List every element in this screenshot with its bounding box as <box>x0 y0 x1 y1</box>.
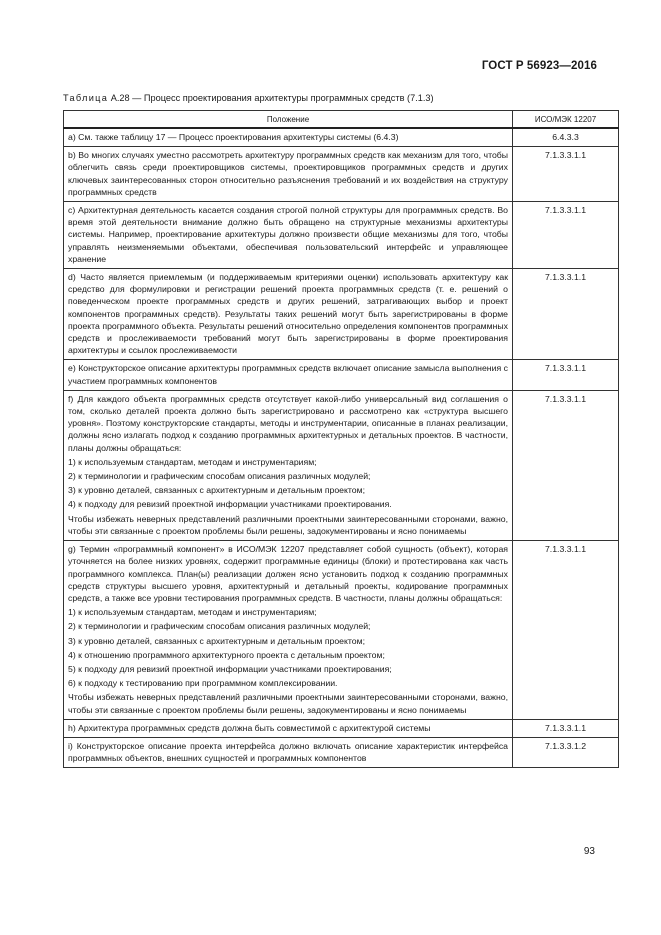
provision-paragraph: f) Для каждого объекта программных средств отсутствует какой-либо универсальный вид соглашения о том, сколько деталей проекта должно быть зарегистрировано и рассмотрено как «структура высшего уровня». Поэтому конструкторские стандарты, методы и инструментарии, описанные в планах реализации, должны ясно излагать подход к созданию программных архитектурных и детальных проектов. В частности, планы должны обращаться: <box>68 393 508 453</box>
document-code: ГОСТ Р 56923—2016 <box>481 60 597 72</box>
standard-clause-cell: 7.1.3.3.1.2 <box>513 737 619 767</box>
column-header-provision: Положение <box>64 111 513 129</box>
provision-paragraph: с) Архитектурная деятельность касается создания строгой полной структуры для программных средств. Во время этой деятельности внимание должно быть обращено на структурные механизмы архитектуры системы. Например, проектирование архитектуры должно произвести общие механизмы для того, чтобы управлять неизменяемыми объектами, обеспечивая пользовательский интерфейс и управляющее хранение <box>68 205 508 264</box>
provision-list-item: 1) к используемым стандартам, методам и инструментариям; <box>68 607 317 618</box>
provision-cell <box>64 541 513 720</box>
process-table <box>63 110 619 768</box>
table-row <box>64 390 619 540</box>
caption-label: Таблица <box>63 93 109 103</box>
provision-paragraph: е) Конструкторское описание архитектуры программных средств включает описание замысла выполнения с участием программных компонентов <box>68 363 508 386</box>
provision-cell <box>64 737 513 767</box>
table-row <box>64 202 619 269</box>
provision-list-item: 3) к уровню деталей, связанных с архитектурным и детальным проектом; <box>68 635 366 646</box>
caption-number: А.28 <box>110 93 130 103</box>
standard-clause-cell: 7.1.3.3.1.1 <box>513 147 619 202</box>
provision-closing-paragraph: Чтобы избежать неверных представлений различными проектными заинтересованными сторонами, важно, чтобы эти связанные с проектом проблемы были решены, задокументированы и ясно понимаемы <box>68 513 508 536</box>
standard-clause-cell: 7.1.3.3.1.1 <box>513 269 619 360</box>
column-header-standard: ИСО/МЭК 12207 <box>513 111 619 129</box>
provision-list-item: 4) к подходу для ревизий проектной информации участниками проектирования. <box>68 499 392 510</box>
provision-paragraph: b) Во многих случаях уместно рассмотреть архитектуру программных средств как механизм для того, чтобы облегчить связь среди проектировщиков системы, проектировщиков программных средств и других ключевых заинтересованных сторон относительно разъяснения требований и их воздействия на структуру программных средств <box>68 150 508 197</box>
standard-clause-cell: 6.4.3.3 <box>513 128 619 147</box>
provision-cell <box>64 269 513 360</box>
standard-clause-cell: 7.1.3.3.1.1 <box>513 360 619 390</box>
table-row <box>64 541 619 720</box>
caption-title: — Процесс проектирования архитектуры программных средств (7.1.3) <box>132 93 434 103</box>
table-row <box>64 147 619 202</box>
provision-paragraph: g) Термин «программный компонент» в ИСО/МЭК 12207 представляет собой сущность (объект), которая уточняется на более низких уровнях, содержит программные единицы (блоки) и протестирована как часть программного комплекса. План(ы) реализации должен ясно установить подход к созданию программных средств структуры высшего уровня, архитектурный и детальный проекты, кодирование программных средств, а также все уровни тестирования программных средств. В частности, планы должны обращаться: <box>68 544 508 603</box>
provision-paragraph: i) Конструкторское описание проекта интерфейса должно включать описание характеристик интерфейса программных объектов, внешних сущностей и программных компонентов <box>68 740 508 764</box>
standard-clause-cell: 7.1.3.3.1.1 <box>513 719 619 737</box>
provision-list-item: 3) к уровню деталей, связанных с архитектурным и детальным проектом; <box>68 485 366 496</box>
provision-list-item: 4) к отношению программного архитектурного проекта с детальным проектом; <box>68 649 385 660</box>
table-row <box>64 128 619 147</box>
provision-cell <box>64 128 513 147</box>
table-row <box>64 269 619 360</box>
provision-cell <box>64 147 513 202</box>
provision-list-item: 6) к подходу к тестированию при программном комплексировании. <box>68 678 338 689</box>
table-row <box>64 719 619 737</box>
provision-closing-paragraph: Чтобы избежать неверных представлений различными проектными заинтересованными сторонами, важно, чтобы эти связанные с проектом проблемы были решены, задокументированы и ясно понимаемы <box>68 692 508 715</box>
provision-list-item: 2) к терминологии и графическим способам описания различных модулей; <box>68 471 371 482</box>
table-row <box>64 360 619 390</box>
provision-paragraph: а) См. также таблицу 17 — Процесс проектирования архитектуры системы (6.4.3) <box>68 132 399 142</box>
provision-cell <box>64 719 513 737</box>
provision-list-item: 2) к терминологии и графическим способам описания различных модулей; <box>68 621 371 632</box>
standard-clause-cell: 7.1.3.3.1.1 <box>513 541 619 720</box>
provision-paragraph: d) Часто является приемлемым (и поддерживаемым критериями оценки) использовать архитектуру как средство для формулировки и регистрации решений проекта программных средств (т. е. решений о поведенческом проекте программных средств и других решений, затрагивающих выбор и проект компонентов программных средств). Результаты таких решений могут быть зарегистрированы в форме проекта программного объекта. Результаты решений относительно определения компонентов программных средств и прослеживаемости требований могут быть зарегистрированы в форме проектирования архитектуры и ссылок прослеживаемости <box>68 272 508 356</box>
provision-list-item: 1) к используемым стандартам, методам и инструментариям; <box>68 456 317 467</box>
provision-cell <box>64 202 513 269</box>
provision-list-item: 5) к подходу для ревизий проектной информации участниками проектирования; <box>68 663 392 674</box>
page-number: 93 <box>583 846 595 857</box>
provision-cell <box>64 360 513 390</box>
standard-clause-cell: 7.1.3.3.1.1 <box>513 202 619 269</box>
table-header-row <box>64 111 619 129</box>
provision-paragraph: h) Архитектура программных средств должна быть совместимой с архитектурой системы <box>68 722 431 733</box>
table-body <box>64 128 619 768</box>
provision-cell <box>64 390 513 540</box>
table-caption <box>63 93 434 103</box>
standard-clause-cell: 7.1.3.3.1.1 <box>513 390 619 540</box>
table-row <box>64 737 619 767</box>
